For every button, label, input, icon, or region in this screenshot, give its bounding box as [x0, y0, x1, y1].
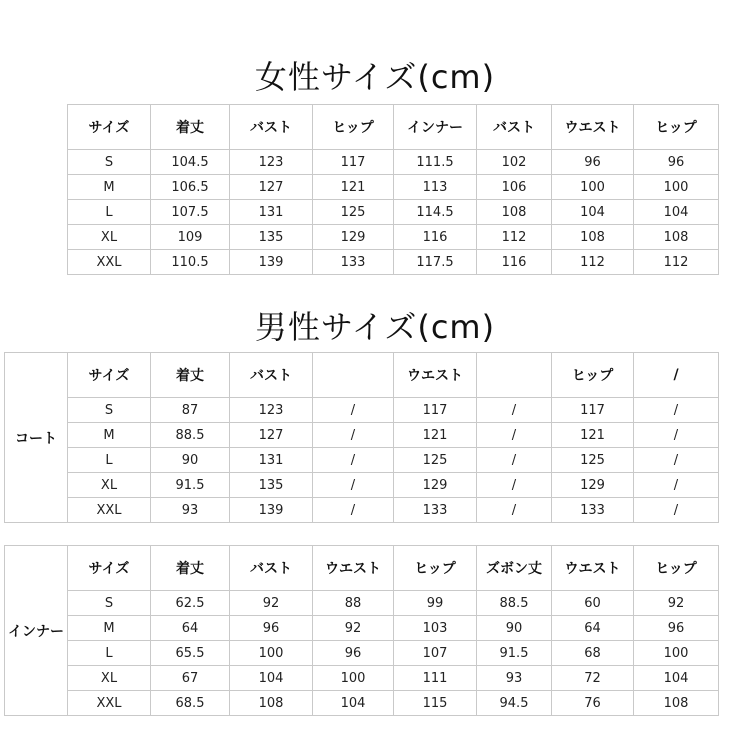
column-header: バスト: [230, 546, 313, 591]
table-cell: 129: [394, 473, 477, 498]
table-cell: 135: [230, 225, 313, 250]
table-cell: 107: [394, 641, 477, 666]
table-cell: /: [313, 398, 394, 423]
column-header: ウエスト: [394, 353, 477, 398]
table-cell: 100: [634, 175, 719, 200]
table-cell: 111.5: [394, 150, 477, 175]
table-cell: 96: [634, 150, 719, 175]
table-cell: /: [477, 448, 552, 473]
table-row: [68, 150, 719, 175]
table-cell: 133: [552, 498, 634, 523]
column-header: ヒップ: [313, 105, 394, 150]
table-cell: 76: [552, 691, 634, 716]
table-cell: 125: [394, 448, 477, 473]
table-row: [5, 398, 719, 423]
column-header: ヒップ: [552, 353, 634, 398]
column-header: 着丈: [151, 353, 230, 398]
table-cell: 100: [313, 666, 394, 691]
table-cell: 129: [552, 473, 634, 498]
table-cell: 109: [151, 225, 230, 250]
women-size-title: 女性サイズ(cm): [254, 58, 496, 96]
table-row: [5, 448, 719, 473]
column-header: 着丈: [151, 546, 230, 591]
table-cell: /: [313, 423, 394, 448]
table-cell: 88.5: [151, 423, 230, 448]
size-cell: S: [68, 398, 151, 423]
table-cell: 117.5: [394, 250, 477, 275]
table-cell: /: [634, 473, 719, 498]
table-cell: 121: [313, 175, 394, 200]
column-header: ウエスト: [313, 546, 394, 591]
table-cell: 107.5: [151, 200, 230, 225]
column-header: 着丈: [151, 105, 230, 150]
table-cell: 96: [230, 616, 313, 641]
table-cell: 108: [634, 225, 719, 250]
table-cell: 131: [230, 448, 313, 473]
table-cell: 104: [634, 666, 719, 691]
table-row: [5, 423, 719, 448]
size-cell: S: [68, 150, 151, 175]
table-cell: 112: [634, 250, 719, 275]
table-cell: 129: [313, 225, 394, 250]
table-cell: 131: [230, 200, 313, 225]
table-row: [5, 641, 719, 666]
column-header: [313, 353, 394, 398]
table-header-row: [5, 353, 719, 398]
size-cell: XXL: [68, 691, 151, 716]
table-cell: 121: [394, 423, 477, 448]
size-cell: L: [68, 448, 151, 473]
table-cell: 65.5: [151, 641, 230, 666]
table-row: [5, 616, 719, 641]
table-cell: 133: [394, 498, 477, 523]
table-cell: /: [634, 398, 719, 423]
column-header: ウエスト: [552, 105, 634, 150]
table-cell: /: [634, 498, 719, 523]
table-cell: 117: [552, 398, 634, 423]
table-cell: 108: [230, 691, 313, 716]
table-cell: 139: [230, 498, 313, 523]
table-cell: 68: [552, 641, 634, 666]
column-header: バスト: [477, 105, 552, 150]
table-cell: 100: [230, 641, 313, 666]
table-cell: 96: [634, 616, 719, 641]
size-cell: L: [68, 641, 151, 666]
size-cell: XL: [68, 225, 151, 250]
men-coat-table: [4, 352, 719, 523]
table-cell: 113: [394, 175, 477, 200]
column-header: /: [634, 353, 719, 398]
table-cell: /: [477, 423, 552, 448]
column-header: ヒップ: [634, 546, 719, 591]
size-cell: M: [68, 423, 151, 448]
table-cell: 112: [552, 250, 634, 275]
table-cell: 100: [634, 641, 719, 666]
men-inner-table: [4, 545, 719, 716]
table-cell: 93: [151, 498, 230, 523]
size-cell: S: [68, 591, 151, 616]
table-cell: 108: [477, 200, 552, 225]
table-cell: /: [313, 448, 394, 473]
table-cell: 68.5: [151, 691, 230, 716]
size-cell: M: [68, 175, 151, 200]
column-header: [477, 353, 552, 398]
table-cell: /: [477, 398, 552, 423]
column-header: ズボン丈: [477, 546, 552, 591]
table-cell: 121: [552, 423, 634, 448]
table-cell: 123: [230, 398, 313, 423]
table-cell: /: [313, 498, 394, 523]
table-cell: 117: [313, 150, 394, 175]
table-cell: 94.5: [477, 691, 552, 716]
table-cell: 116: [394, 225, 477, 250]
table-cell: 103: [394, 616, 477, 641]
table-cell: 92: [230, 591, 313, 616]
table-row: [5, 591, 719, 616]
column-header: ヒップ: [634, 105, 719, 150]
table-cell: 127: [230, 423, 313, 448]
table-row: [68, 200, 719, 225]
table-cell: 96: [552, 150, 634, 175]
table-cell: 96: [313, 641, 394, 666]
table-cell: 139: [230, 250, 313, 275]
table-cell: 102: [477, 150, 552, 175]
table-cell: /: [634, 448, 719, 473]
table-cell: 72: [552, 666, 634, 691]
table-cell: 135: [230, 473, 313, 498]
table-cell: 60: [552, 591, 634, 616]
table-cell: 115: [394, 691, 477, 716]
table-cell: 64: [151, 616, 230, 641]
column-header: サイズ: [68, 105, 151, 150]
table-cell: 64: [552, 616, 634, 641]
coat-side-label: コート: [5, 353, 68, 523]
table-row: [68, 250, 719, 275]
table-cell: 93: [477, 666, 552, 691]
table-cell: 104: [634, 200, 719, 225]
column-header: ウエスト: [552, 546, 634, 591]
table-cell: 90: [151, 448, 230, 473]
table-header-row: [68, 105, 719, 150]
table-row: [68, 225, 719, 250]
table-cell: 99: [394, 591, 477, 616]
table-cell: 110.5: [151, 250, 230, 275]
inner-side-label: インナー: [5, 546, 68, 716]
size-cell: XXL: [68, 498, 151, 523]
table-cell: /: [634, 423, 719, 448]
table-cell: 117: [394, 398, 477, 423]
table-cell: 104.5: [151, 150, 230, 175]
table-cell: 87: [151, 398, 230, 423]
table-cell: 111: [394, 666, 477, 691]
size-cell: M: [68, 616, 151, 641]
table-cell: /: [313, 473, 394, 498]
table-cell: 104: [313, 691, 394, 716]
column-header: ヒップ: [394, 546, 477, 591]
table-row: [5, 473, 719, 498]
size-cell: XXL: [68, 250, 151, 275]
column-header: サイズ: [68, 353, 151, 398]
table-cell: 125: [552, 448, 634, 473]
women-size-table: [67, 104, 719, 275]
table-cell: 90: [477, 616, 552, 641]
men-size-title: 男性サイズ(cm): [254, 308, 496, 346]
table-row: [5, 691, 719, 716]
table-cell: 67: [151, 666, 230, 691]
table-row: [5, 498, 719, 523]
table-cell: 88.5: [477, 591, 552, 616]
table-cell: 100: [552, 175, 634, 200]
table-row: [5, 666, 719, 691]
table-cell: 125: [313, 200, 394, 225]
table-cell: 108: [552, 225, 634, 250]
table-cell: 123: [230, 150, 313, 175]
size-cell: XL: [68, 473, 151, 498]
table-cell: 88: [313, 591, 394, 616]
table-cell: 91.5: [477, 641, 552, 666]
table-cell: 62.5: [151, 591, 230, 616]
column-header: サイズ: [68, 546, 151, 591]
table-cell: 112: [477, 225, 552, 250]
table-cell: 91.5: [151, 473, 230, 498]
table-cell: 106.5: [151, 175, 230, 200]
size-cell: L: [68, 200, 151, 225]
size-cell: XL: [68, 666, 151, 691]
table-header-row: [5, 546, 719, 591]
table-cell: 92: [313, 616, 394, 641]
table-cell: 108: [634, 691, 719, 716]
table-row: [68, 175, 719, 200]
table-cell: 127: [230, 175, 313, 200]
table-cell: 104: [552, 200, 634, 225]
table-cell: 106: [477, 175, 552, 200]
table-cell: 133: [313, 250, 394, 275]
table-cell: 92: [634, 591, 719, 616]
table-cell: 114.5: [394, 200, 477, 225]
column-header: バスト: [230, 353, 313, 398]
column-header: バスト: [230, 105, 313, 150]
table-cell: /: [477, 498, 552, 523]
table-cell: 104: [230, 666, 313, 691]
table-cell: /: [477, 473, 552, 498]
column-header: インナー: [394, 105, 477, 150]
table-cell: 116: [477, 250, 552, 275]
